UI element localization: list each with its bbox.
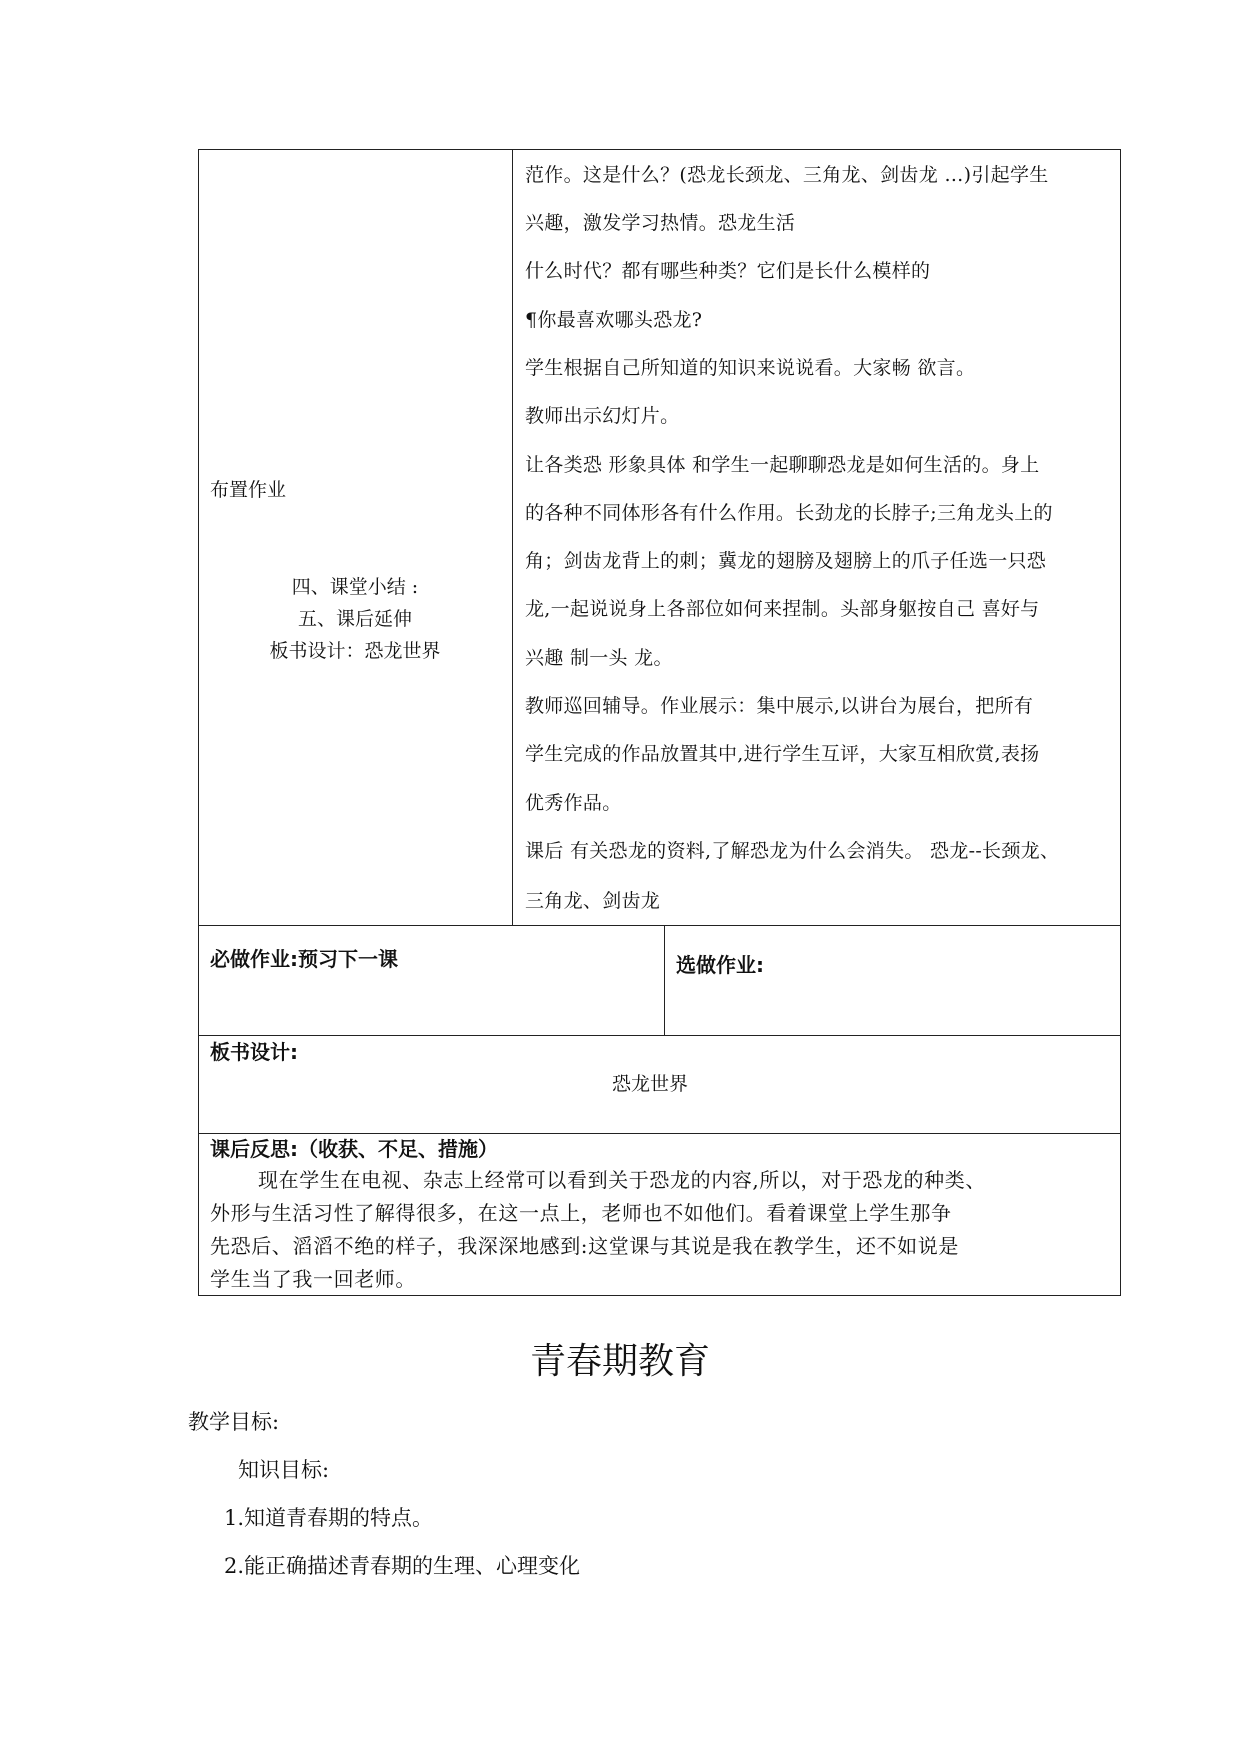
assign-homework-label: 布置作业 xyxy=(210,479,287,501)
class-summary-label: 四、课堂小结 : xyxy=(291,576,419,598)
text-line: 优秀作品。 xyxy=(525,792,622,814)
extension-label: 五、课后延伸 xyxy=(297,608,412,630)
board-design-label: 板书设计：恐龙世界 xyxy=(269,640,441,662)
text-line: 什么时代？都有哪些种类？它们是长什么模样的 xyxy=(525,260,931,282)
reflection-line: 外形与生活习性了解得很多，在这一点上，老师也不如他们。看着课堂上学生那争 xyxy=(210,1201,952,1225)
text-line: 范作。这是什么？(恐龙长颈龙、三角龙、剑齿龙 …)引起学生 xyxy=(525,164,1049,186)
reflection-line: 现在学生在电视、杂志上经常可以看到关于恐龙的内容,所以，对于恐龙的种类、 xyxy=(258,1168,986,1192)
required-homework: 必做作业:预习下一课 xyxy=(210,947,398,971)
reflection-line: 学生当了我一回老师。 xyxy=(210,1267,416,1291)
optional-homework: 选做作业: xyxy=(676,953,764,977)
knowledge-goals-label: 知识目标: xyxy=(238,1458,330,1482)
text-line: 的各种不同体形各有什么作用。长劲龙的长脖子;三角龙头上的 xyxy=(525,502,1053,524)
text-line: 三角龙、剑齿龙 xyxy=(525,890,661,912)
text-line: 课后 有关恐龙的资料,了解恐龙为什么会消失。 恐龙--长颈龙、 xyxy=(525,840,1060,862)
text-line: 兴趣 制一头 龙。 xyxy=(525,647,673,669)
text-line: 角；剑齿龙背上的刺；冀龙的翅膀及翅膀上的爪子任选一只恐 xyxy=(525,550,1047,572)
section-title: 青春期教育 xyxy=(529,1341,710,1382)
reflection-heading: 课后反思:（收获、不足、措施） xyxy=(210,1137,498,1161)
text-line: 兴趣，激发学习热情。恐龙生活 xyxy=(525,212,796,234)
text-line: 让各类恐 形象具体 和学生一起聊聊恐龙是如何生活的。身上 xyxy=(525,454,1040,476)
text-line: 教师巡回辅导。作业展示：集中展示,以讲台为展台，把所有 xyxy=(525,695,1034,717)
column-divider xyxy=(664,925,665,1035)
reflection-line: 先恐后、滔滔不绝的样子，我深深地感到:这堂课与其说是我在教学生，还不如说是 xyxy=(210,1234,959,1258)
table-divider xyxy=(198,925,1121,926)
table-divider xyxy=(198,1035,1121,1036)
text-line: 学生根据自己所知道的知识来说说看。大家畅 欲言。 xyxy=(525,357,976,379)
board-design-heading: 板书设计: xyxy=(210,1040,298,1064)
goal-item: 2.能正确描述青春期的生理、心理变化 xyxy=(224,1554,581,1578)
text-line: 教师出示幻灯片。 xyxy=(525,405,680,427)
text-line: 学生完成的作品放置其中,进行学生互评，大家互相欣赏,表扬 xyxy=(525,743,1040,765)
goal-item: 1.知道青春期的特点。 xyxy=(224,1506,434,1530)
text-line: 龙,一起说说身上各部位如何来捏制。头部身躯按自己 喜好与 xyxy=(525,598,1040,620)
teaching-goals-label: 教学目标: xyxy=(188,1410,280,1434)
column-divider xyxy=(512,149,513,926)
table-divider xyxy=(198,1133,1121,1134)
text-line: ¶你最喜欢哪头恐龙? xyxy=(525,309,703,331)
board-design-content: 恐龙世界 xyxy=(612,1073,689,1095)
